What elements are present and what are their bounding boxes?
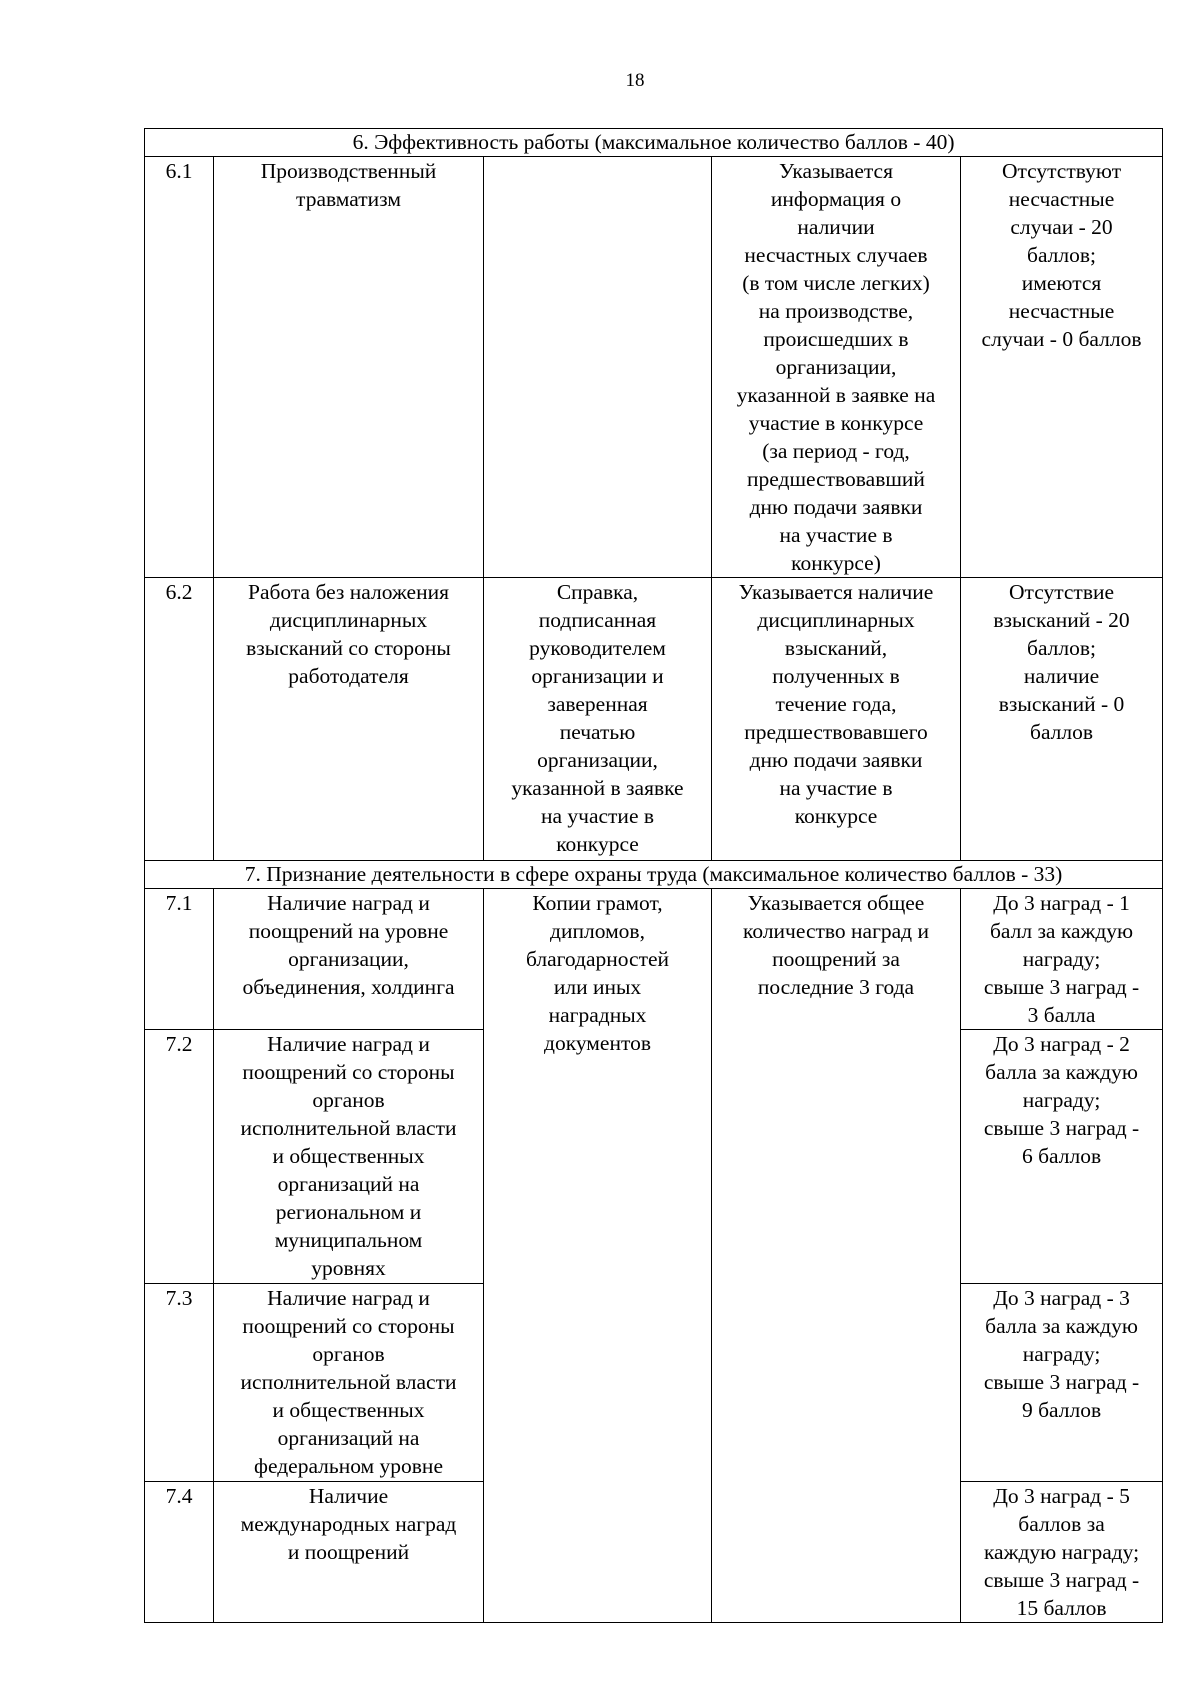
shared-info-cell: Указывается общее количество наград и поощрений за последние 3 года	[712, 889, 961, 1623]
row-number: 6.1	[145, 157, 214, 578]
document-cell	[484, 157, 712, 578]
score-cell: Отсутствие взысканий - 20 баллов; наличие взысканий - 0 баллов	[961, 578, 1163, 861]
criterion-cell: Производственный травматизм	[214, 157, 484, 578]
score-cell: До 3 наград - 3 балла за каждую награду; свыше 3 наград - 9 баллов	[961, 1284, 1163, 1482]
row-number: 7.2	[145, 1030, 214, 1284]
table-row	[145, 157, 1163, 578]
section-header-row	[145, 861, 1163, 889]
score-cell: Отсутствуют несчастные случаи - 20 баллов; имеются несчастные случаи - 0 баллов	[961, 157, 1163, 578]
row-number: 7.1	[145, 889, 214, 1030]
criteria-table	[144, 128, 1163, 1623]
table-row	[145, 578, 1163, 861]
score-cell: До 3 наград - 5 баллов за каждую награду; свыше 3 наград - 15 баллов	[961, 1482, 1163, 1623]
criterion-cell: Наличие наград и поощрений на уровне организации, объединения, холдинга	[214, 889, 484, 1030]
score-cell: До 3 наград - 2 балла за каждую награду; свыше 3 наград - 6 баллов	[961, 1030, 1163, 1284]
info-cell: Указывается наличие дисциплинарных взысканий, полученных в течение года, предшествовавшего дню подачи заявки на участие в конкурсе	[712, 578, 961, 861]
criterion-cell: Наличие наград и поощрений со стороны органов исполнительной власти и общественных организаций на региональном и муниципальном уровнях	[214, 1030, 484, 1284]
criterion-cell: Работа без наложения дисциплинарных взысканий со стороны работодателя	[214, 578, 484, 861]
row-number: 7.4	[145, 1482, 214, 1623]
row-number: 6.2	[145, 578, 214, 861]
row-number: 7.3	[145, 1284, 214, 1482]
section-title: 6. Эффективность работы (максимальное количество баллов - 40)	[145, 129, 1163, 157]
section-header-row	[145, 129, 1163, 157]
info-cell: Указывается информация о наличии несчастных случаев (в том числе легких) на производстве, происшедших в организации, указанной в заявке на участие в конкурсе (за период - год, предшествовавший дню подачи заявки на участие в конкурсе)	[712, 157, 961, 578]
score-cell: До 3 наград - 1 балл за каждую награду; свыше 3 наград - 3 балла	[961, 889, 1163, 1030]
document-cell: Справка, подписанная руководителем организации и заверенная печатью организации, указанной в заявке на участие в конкурсе	[484, 578, 712, 861]
page-number: 18	[625, 70, 645, 91]
criterion-cell: Наличие наград и поощрений со стороны органов исполнительной власти и общественных организаций на федеральном уровне	[214, 1284, 484, 1482]
criterion-cell: Наличие международных наград и поощрений	[214, 1482, 484, 1623]
table-row	[145, 889, 1163, 1030]
section-title: 7. Признание деятельности в сфере охраны труда (максимальное количество баллов - 33)	[145, 861, 1163, 889]
shared-document-cell: Копии грамот, дипломов, благодарностей или иных наградных документов	[484, 889, 712, 1623]
